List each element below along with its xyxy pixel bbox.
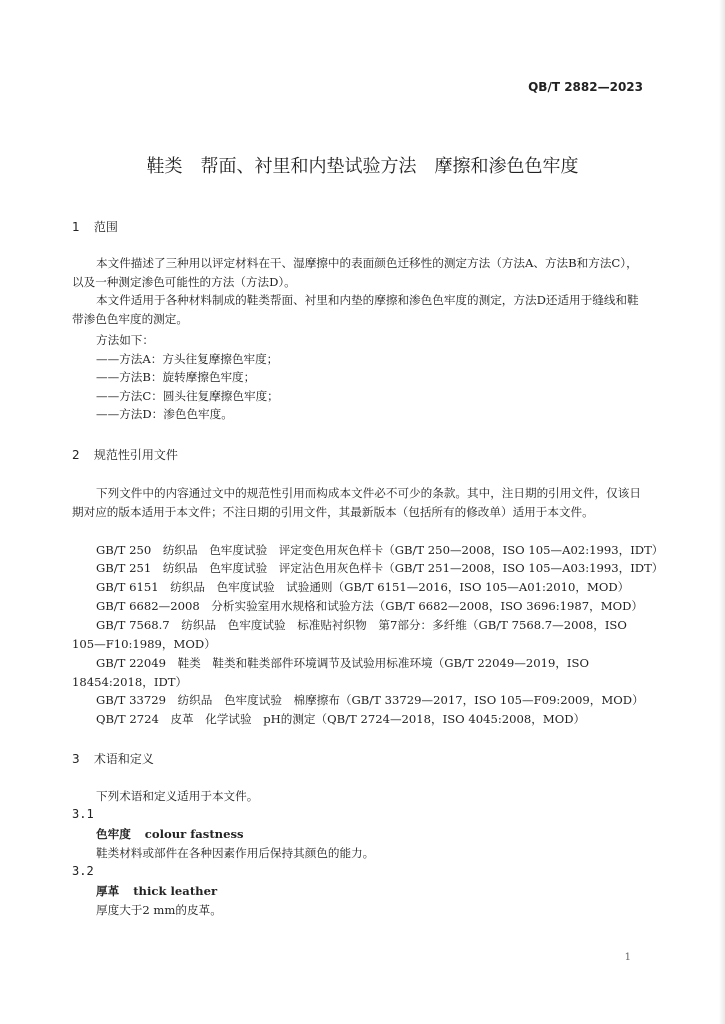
paragraph-text: 本文件描述了三种用以评定材料在干、湿摩擦中的表面颜色迁移性的测定方法（方法A、方法B和方法C），以及一种测定渗色可能性的方法（方法D）。 xyxy=(72,256,638,289)
methods-intro: 方法如下： xyxy=(96,333,154,347)
document-title xyxy=(0,152,725,178)
clause-number: 3.1 xyxy=(72,807,94,821)
method-item: ——方法C：圆头往复摩擦色牢度； xyxy=(96,389,279,403)
clause-number: 3.2 xyxy=(72,864,94,878)
page-number: 1 xyxy=(624,952,631,963)
section-3-intro: 下列术语和定义适用于本文件。 xyxy=(96,789,259,803)
term-zh: 厚革 xyxy=(96,884,120,898)
reference-item: GB/T 6151 纺织品 色牢度试验 试验通则（GB/T 6151—2016，ISO 105—A01:2010，MOD） xyxy=(96,580,630,594)
paragraph-text: 下列文件中的内容通过文中的规范性引用而构成本文件必不可少的条款。其中，注日期的引用文件，仅该日期对应的版本适用于本文件；不注日期的引用文件，其最新版本（包括所有的修改单）适用于本文件。 xyxy=(72,486,641,519)
term-entry xyxy=(96,826,244,842)
reference-item: QB/T 2724 皮革 化学试验 pH的测定（QB/T 2724—2018，ISO 4045:2008，MOD） xyxy=(96,712,586,726)
section-1-para-2 xyxy=(72,291,644,328)
section-number: 2 xyxy=(72,448,80,462)
title-part-3: 摩擦和渗色色牢度 xyxy=(434,156,579,177)
standard-number: QB/T 2882—2023 xyxy=(528,80,643,94)
reference-item: GB/T 6682—2008 分析实验室用水规格和试验方法（GB/T 6682—2008，ISO 3696:1987，MOD） xyxy=(96,599,644,613)
term-definition: 厚度大于2 mm的皮革。 xyxy=(96,903,222,917)
term-en: thick leather xyxy=(133,884,218,898)
term-entry xyxy=(96,883,217,899)
term-zh: 色牢度 xyxy=(96,827,131,841)
section-title: 术语和定义 xyxy=(93,752,154,766)
reference-item: GB/T 33729 纺织品 色牢度试验 棉摩擦布（GB/T 33729—2017，ISO 105—F09:2009，MOD） xyxy=(96,693,644,707)
reference-item: GB/T 22049 鞋类 鞋类和鞋类部件环境调节及试验用标准环境（GB/T 22049—2019，ISO 18454:2018，IDT） xyxy=(72,656,589,689)
reference-item: GB/T 251 纺织品 色牢度试验 评定沾色用灰色样卡（GB/T 251—2008，ISO 105—A03:1993，IDT） xyxy=(96,561,664,575)
title-part-1: 鞋类 xyxy=(146,156,183,177)
method-item: ——方法B：旋转摩擦色牢度； xyxy=(96,370,256,384)
page-edge-shadow xyxy=(719,0,725,1024)
term-en: colour fastness xyxy=(144,827,244,841)
method-item: ——方法A：方头往复摩擦色牢度； xyxy=(96,352,279,366)
section-number: 1 xyxy=(72,220,80,234)
section-number: 3 xyxy=(72,752,80,766)
term-definition: 鞋类材料或部件在各种因素作用后保持其颜色的能力。 xyxy=(96,846,375,860)
title-part-2: 帮面、衬里和内垫试验方法 xyxy=(200,156,417,177)
method-item: ——方法D：渗色色牢度。 xyxy=(96,407,233,421)
section-2-intro xyxy=(72,484,644,521)
section-3-heading xyxy=(72,750,154,767)
paragraph-text: 本文件适用于各种材料制成的鞋类帮面、衬里和内垫的摩擦和渗色色牢度的测定，方法D还适用于缝线和鞋带渗色色牢度的测定。 xyxy=(72,293,639,326)
section-title: 规范性引用文件 xyxy=(93,448,178,462)
section-title: 范围 xyxy=(93,220,118,234)
reference-item: GB/T 7568.7 纺织品 色牢度试验 标准贴衬织物 第7部分：多纤维（GB/T 7568.7—2008，ISO 105—F10:1989，MOD） xyxy=(72,618,627,651)
section-2-heading xyxy=(72,446,178,463)
reference-item: GB/T 250 纺织品 色牢度试验 评定变色用灰色样卡（GB/T 250—2008，ISO 105—A02:1993，IDT） xyxy=(96,543,664,557)
section-1-para-1 xyxy=(72,254,644,291)
section-1-heading xyxy=(72,218,118,235)
